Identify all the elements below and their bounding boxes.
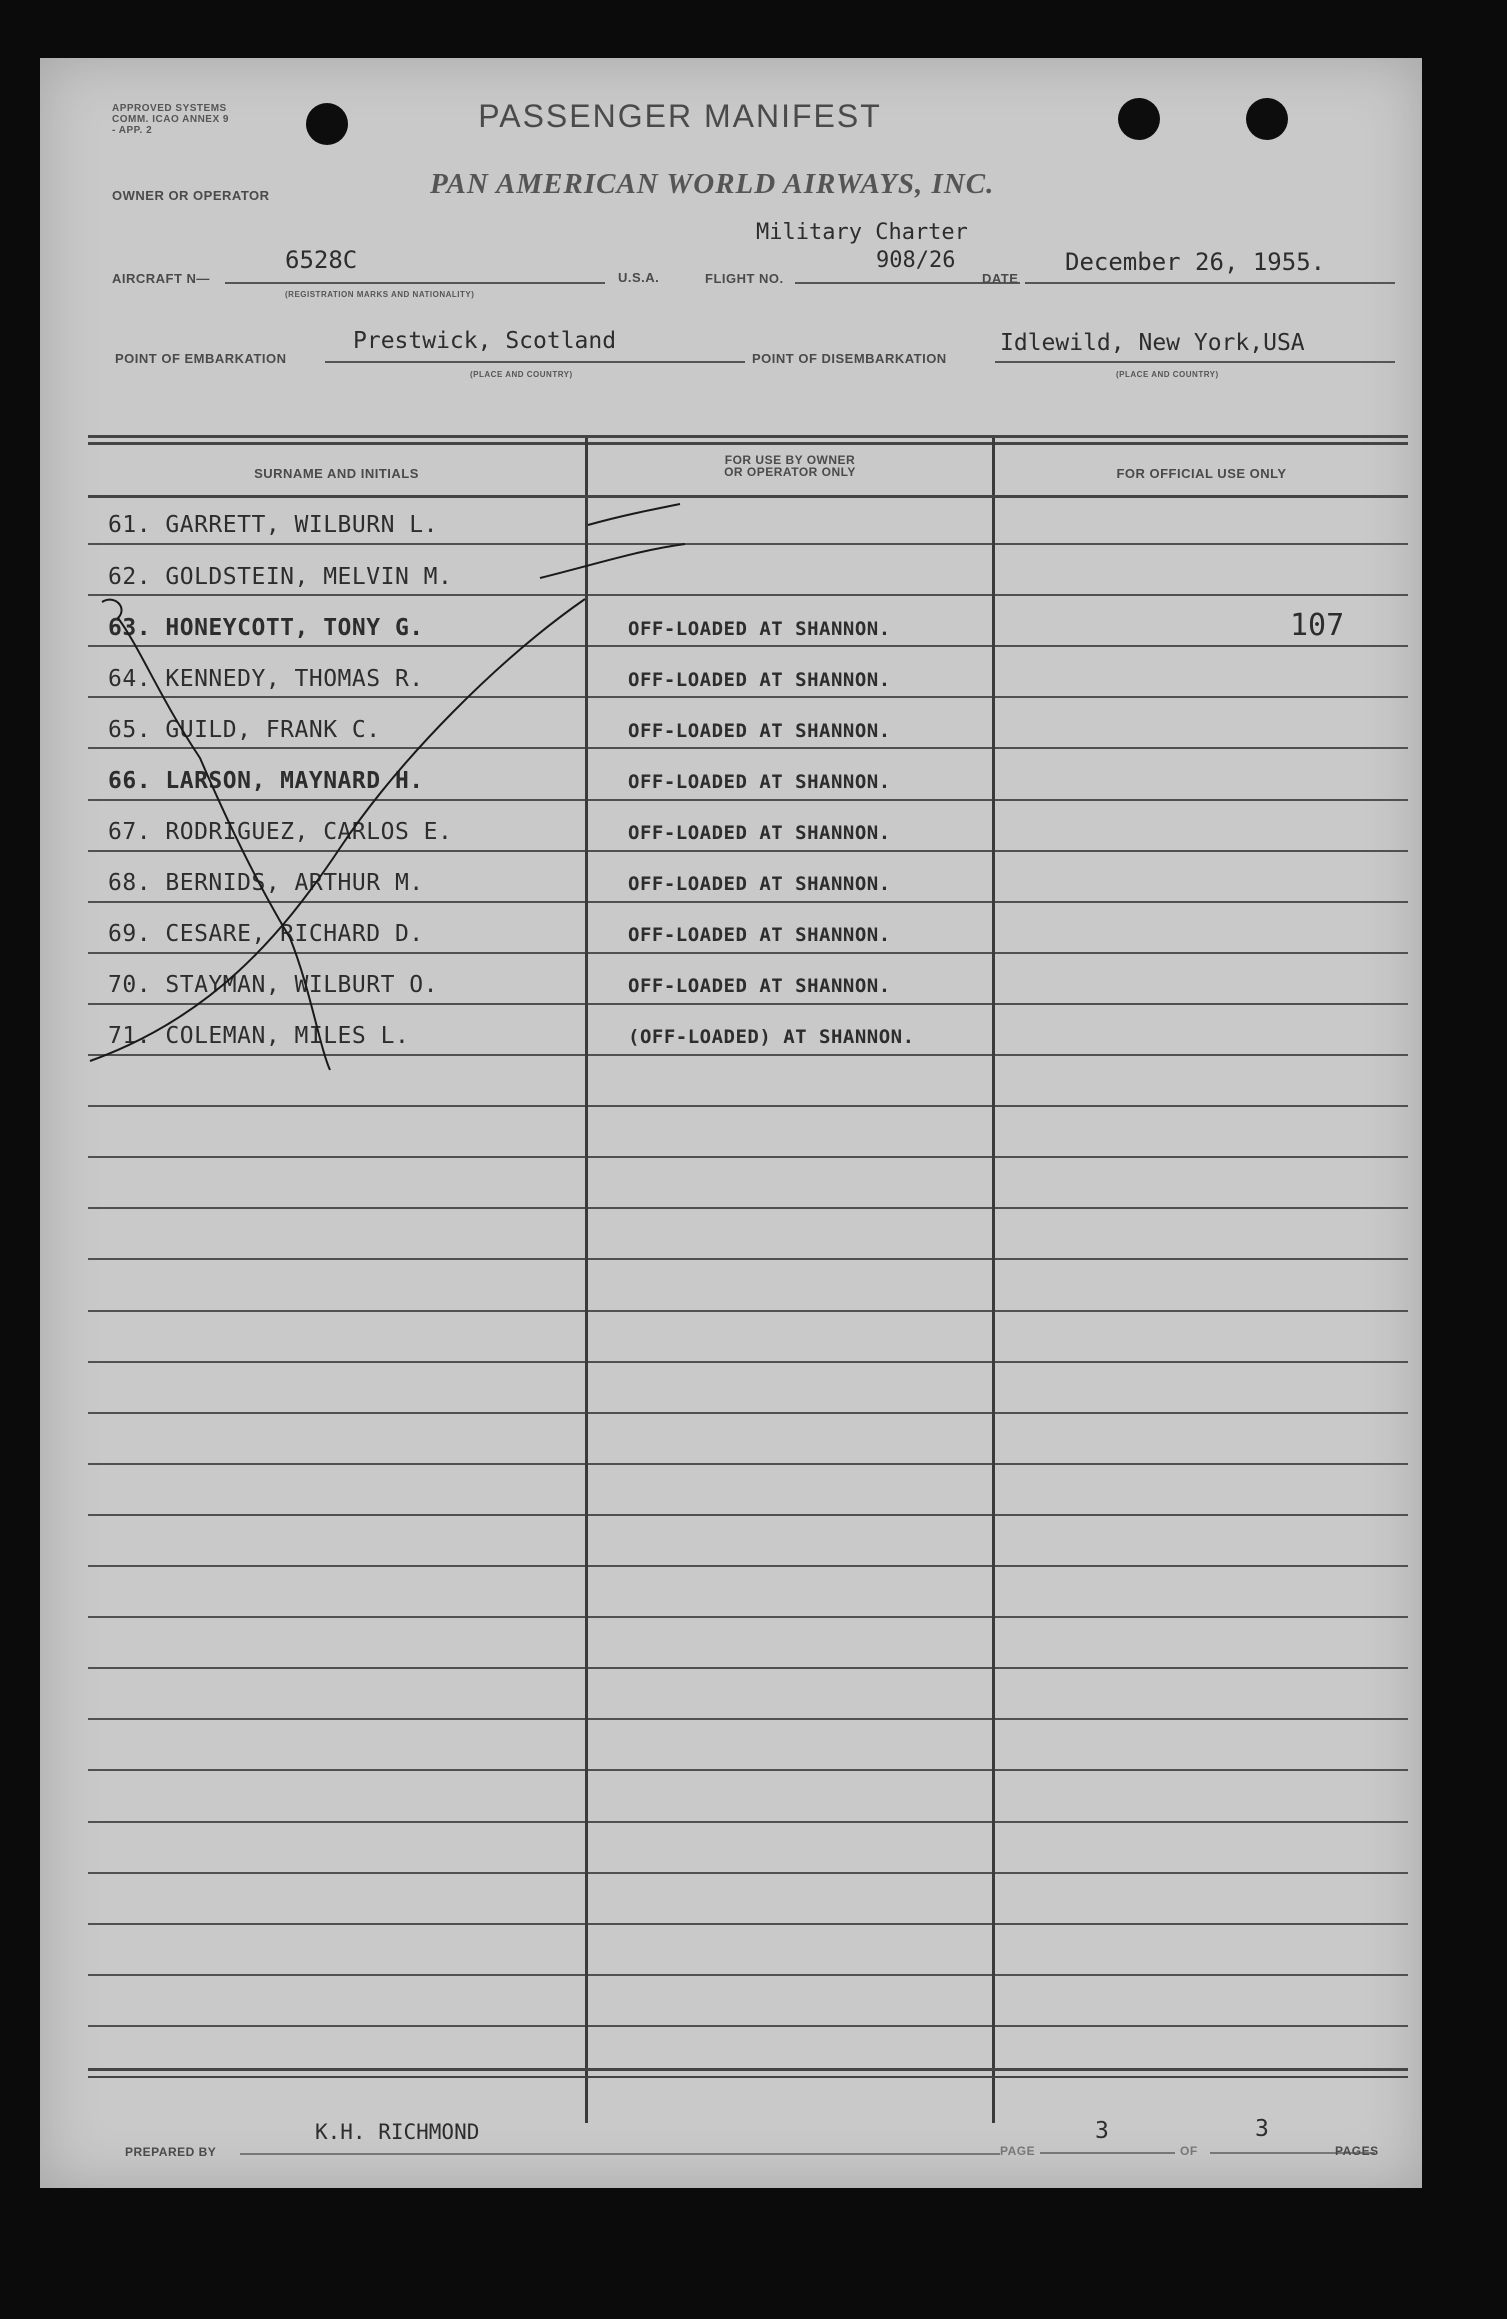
flight-date: December 26, 1955. (1065, 248, 1326, 276)
page-title: PASSENGER MANIFEST (478, 98, 882, 134)
table-row-line (88, 1821, 585, 1823)
list-item: 66. LARSON, MAYNARD H. (108, 768, 424, 794)
table-row-line (88, 1565, 585, 1567)
pen-strike-marks (40, 58, 1422, 1158)
table-row-line (88, 1769, 585, 1771)
table-row-line (588, 1207, 992, 1209)
table-row-line (995, 1718, 1408, 1720)
table-row-line (88, 1514, 585, 1516)
flight-label: FLIGHT NO. (705, 271, 784, 286)
table-row-line (588, 1667, 992, 1669)
table-row-line (588, 1821, 992, 1823)
list-item-note: OFF-LOADED AT SHANNON. (628, 873, 891, 895)
table-row-line (88, 1207, 585, 1209)
list-item: 64. KENNEDY, THOMAS R. (108, 666, 424, 692)
total-pages: 3 (1255, 2116, 1269, 2142)
disembarkation-caption: (PLACE AND COUNTRY) (1116, 370, 1219, 379)
table-row-line (588, 1872, 992, 1874)
pages-label: PAGES (1335, 2144, 1379, 2158)
list-item-note: OFF-LOADED AT SHANNON. (628, 720, 891, 742)
col-header-surname: SURNAME AND INITIALS (254, 466, 419, 481)
table-row-line (88, 1463, 585, 1465)
table-row-line (88, 1616, 585, 1618)
usa-label: U.S.A. (618, 270, 660, 285)
list-item-note: OFF-LOADED AT SHANNON. (628, 771, 891, 793)
list-item-note: (OFF-LOADED) AT SHANNON. (628, 1026, 915, 1048)
table-row-line (588, 1769, 992, 1771)
prepared-by-name: K.H. RICHMOND (315, 2120, 480, 2144)
table-row-line (88, 1667, 585, 1669)
embarkation-caption: (PLACE AND COUNTRY) (470, 370, 573, 379)
list-item: 65. GUILD, FRANK C. (108, 717, 381, 743)
list-item: 67. RODRIGUEZ, CARLOS E. (108, 819, 453, 845)
table-row-line (995, 1258, 1408, 1260)
table-row-line (88, 1412, 585, 1414)
registration-caption: (REGISTRATION MARKS AND NATIONALITY) (285, 290, 475, 299)
list-item: 61. GARRETT, WILBURN L. (108, 512, 438, 538)
table-row-line (88, 1923, 585, 1925)
table-row-line (995, 1923, 1408, 1925)
table-row-line (588, 1565, 992, 1567)
table-row-line (995, 1565, 1408, 1567)
table-row-line (995, 2025, 1408, 2027)
table-row-line (88, 1872, 585, 1874)
table-row-line (588, 1974, 992, 1976)
list-item-note: OFF-LOADED AT SHANNON. (628, 975, 891, 997)
list-item-note: OFF-LOADED AT SHANNON. (628, 618, 891, 640)
table-row-line (995, 1412, 1408, 1414)
table-row-line (88, 1361, 585, 1363)
aircraft-label: AIRCRAFT N— (112, 271, 210, 286)
table-row-line (88, 1310, 585, 1312)
table-row-line (588, 1923, 992, 1925)
date-label: DATE (982, 271, 1019, 286)
table-row-line (88, 1718, 585, 1720)
table-row-line (588, 1616, 992, 1618)
table-row-line (995, 1361, 1408, 1363)
flight-note: Military Charter (756, 220, 968, 245)
table-row-line (88, 1974, 585, 1976)
table-row-line (88, 1258, 585, 1260)
flight-number: 908/26 (876, 248, 956, 273)
manifest-sheet (40, 58, 1422, 2188)
table-row-line (995, 1514, 1408, 1516)
table-row-line (588, 2025, 992, 2027)
disembarkation-label: POINT OF DISEMBARKATION (752, 351, 947, 366)
table-row-line (588, 1310, 992, 1312)
table-row-line (995, 1463, 1408, 1465)
table-row-line (995, 1310, 1408, 1312)
embarkation-label: POINT OF EMBARKATION (115, 351, 287, 366)
list-item: 71. COLEMAN, MILES L. (108, 1023, 410, 1049)
page-label: PAGE (1000, 2144, 1036, 2158)
approval-note: APPROVED SYSTEMS COMM. ICAO ANNEX 9 - APP. 2 (112, 103, 229, 136)
list-item-note: OFF-LOADED AT SHANNON. (628, 822, 891, 844)
table-row-line (995, 1207, 1408, 1209)
page-number: 3 (1095, 2118, 1109, 2144)
disembarkation-point: Idlewild, New York,USA (1000, 330, 1305, 356)
list-item: 69. CESARE, RICHARD D. (108, 921, 424, 947)
table-row-line (995, 1872, 1408, 1874)
list-item: 68. BERNIDS, ARTHUR M. (108, 870, 424, 896)
owner-label: OWNER OR OPERATOR (112, 188, 270, 203)
of-label: OF (1180, 2144, 1198, 2158)
list-item: 62. GOLDSTEIN, MELVIN M. (108, 564, 453, 590)
table-row-line (588, 1514, 992, 1516)
table-row-line (588, 1258, 992, 1260)
prepared-by-label: PREPARED BY (125, 2145, 217, 2159)
list-item-note: OFF-LOADED AT SHANNON. (628, 669, 891, 691)
table-row-line (588, 1718, 992, 1720)
table-row-line (995, 1769, 1408, 1771)
col-header-owner: FOR USE BY OWNER OR OPERATOR ONLY (724, 453, 856, 479)
embarkation-point: Prestwick, Scotland (353, 328, 617, 354)
col-header-official: FOR OFFICIAL USE ONLY (1116, 466, 1287, 481)
table-row-line (995, 1821, 1408, 1823)
table-row-line (588, 1463, 992, 1465)
table-row-line (995, 1616, 1408, 1618)
table-row-line (995, 1974, 1408, 1976)
table-row-line (588, 1412, 992, 1414)
operator-name: PAN AMERICAN WORLD AIRWAYS, INC. (430, 168, 995, 200)
list-item-note: OFF-LOADED AT SHANNON. (628, 924, 891, 946)
table-row-line (995, 1667, 1408, 1669)
aircraft-number: 6528C (285, 246, 358, 274)
list-item: 63. HONEYCOTT, TONY G. (108, 615, 424, 641)
table-row-line (588, 1361, 992, 1363)
list-item: 70. STAYMAN, WILBURT O. (108, 972, 438, 998)
official-number: 107 (1290, 608, 1345, 643)
table-row-line (88, 2025, 585, 2027)
